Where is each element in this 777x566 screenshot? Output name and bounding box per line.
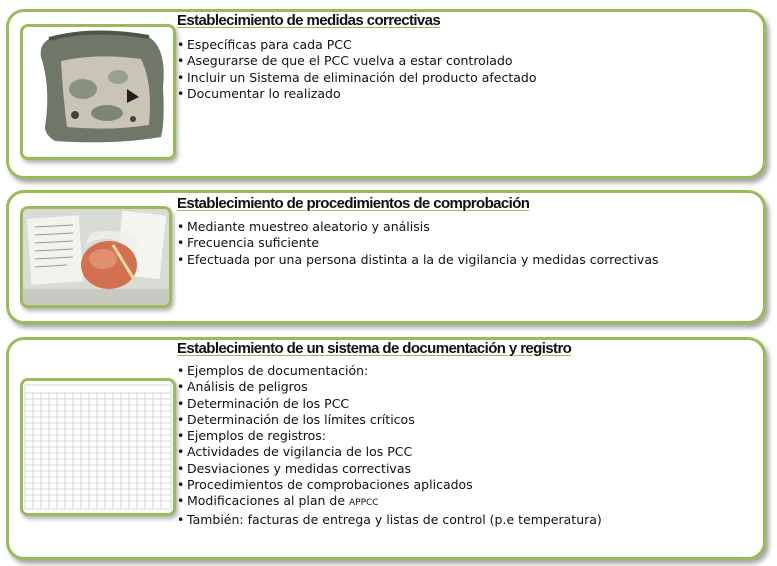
sample-bag-illustration <box>23 209 169 305</box>
moldy-bread-image <box>20 24 176 160</box>
list-item: • Actividades de vigilancia de los PCC <box>177 444 602 460</box>
list-item: • Análisis de peligros <box>177 379 602 395</box>
sample-bag-image <box>20 206 172 308</box>
list-item: • Incluir un Sistema de eliminación del producto afectado <box>177 70 537 86</box>
list-item <box>177 493 602 511</box>
section-title-verification-procedures: Establecimiento de procedimientos de comprobación <box>177 195 530 212</box>
list-item: • Frecuencia suficiente <box>177 235 659 251</box>
list-item: • Procedimientos de comprobaciones aplicados <box>177 477 602 493</box>
verification-procedures-list <box>177 219 659 268</box>
corrective-measures-list <box>177 37 537 102</box>
section-title-corrective-measures: Establecimiento de medidas correctivas <box>177 12 441 29</box>
list-item: • Asegurarse de que el PCC vuelva a estar controlado <box>177 53 537 69</box>
record-sheet-illustration <box>23 381 173 513</box>
list-item: • Ejemplos de registros: <box>177 428 602 444</box>
list-item: • Documentar lo realizado <box>177 86 537 102</box>
list-item: • Mediante muestreo aleatorio y análisis <box>177 219 659 235</box>
section-title-documentation-system: Establecimiento de un sistema de documentación y registro <box>177 340 572 357</box>
appcc-acronym: APPCC <box>349 498 379 509</box>
list-item: • Efectuada por una persona distinta a la de vigilancia y medidas correctivas <box>177 252 659 268</box>
moldy-bread-illustration <box>23 27 173 157</box>
list-item: • Determinación de los límites críticos <box>177 412 602 428</box>
list-item: • Ejemplos de documentación: <box>177 363 602 379</box>
list-item: • Desviaciones y medidas correctivas <box>177 461 602 477</box>
list-item: • Determinación de los PCC <box>177 396 602 412</box>
record-sheet-image <box>20 378 176 516</box>
list-item: • Específicas para cada PCC <box>177 37 537 53</box>
list-item: • También: facturas de entrega y listas de control (p.e temperatura) <box>177 512 602 528</box>
list-item-text: Modificaciones al plan de <box>187 493 350 509</box>
documentation-system-list <box>177 363 602 528</box>
